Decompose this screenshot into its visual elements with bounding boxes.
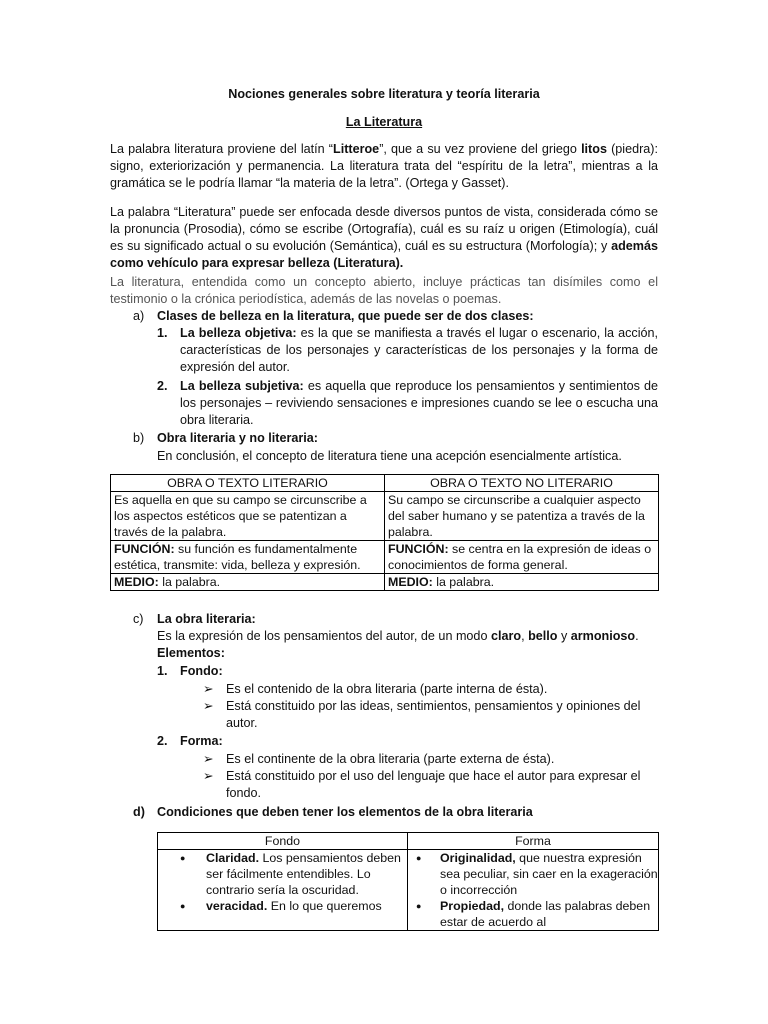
table-row — [111, 492, 659, 541]
list-marker-d: d) — [133, 805, 145, 819]
arrow-bullet-icon: ➢ — [203, 769, 214, 783]
list-item: Está constituido por las ideas, sentimientos, pensamientos y opiniones del autor. — [226, 699, 641, 730]
table-cell: FUNCIÓN: su función es fundamentalmente estética, transmite: vida, belleza y expresión. — [111, 541, 385, 574]
list-item-b-conclusion: En conclusión, el concepto de literatura tiene una acepción esencialmente artística. — [157, 449, 622, 463]
table-header-fondo: Fondo — [158, 833, 408, 850]
table-header-non-literary: OBRA O TEXTO NO LITERARIO — [385, 475, 659, 492]
list-item-objective-beauty: La belleza objetiva: es la que se manifiesta a través el lugar o escenario, la acción, características de los personajes y características de los personajes y la forma de expresión del autor. — [180, 326, 659, 374]
arrow-bullet-icon: ➢ — [203, 752, 214, 766]
list-item: ● Propiedad, donde las palabras deben estar de acuerdo al — [408, 898, 658, 930]
elements-heading: Elementos: — [157, 646, 225, 660]
document-title: Nociones generales sobre literatura y teoría literaria — [228, 87, 540, 101]
list-item-subjective-beauty: La belleza subjetiva: es aquella que reproduce los pensamientos y sentimientos de los personajes – reviviendo sensaciones e impresiones cuando se lee o escucha una obra literaria. — [180, 379, 658, 427]
list-marker-a: a) — [133, 309, 145, 323]
list-item-a: Clases de belleza en la literatura, que puede ser de dos clases: — [157, 309, 534, 323]
arrow-bullet-icon: ➢ — [203, 682, 214, 696]
conditions-table — [157, 832, 659, 931]
list-item: ● Originalidad, que nuestra expresión sea peculiar, sin caer en la exageración o incorrección — [408, 850, 658, 898]
element-forma-heading: Forma: — [180, 734, 223, 748]
bullet-list — [408, 850, 658, 930]
paragraph-open-concept: La literatura, entendida como un concepto abierto, incluye prácticas tan disímiles como el testimonio o la crónica periodística, además de las novelas o poemas. — [110, 275, 658, 306]
table-cell: Su campo se circunscribe a cualquier aspecto del saber humano y se patentiza a través de la palabra. — [385, 492, 659, 541]
table-header-forma: Forma — [408, 833, 659, 850]
element-fondo-heading: Fondo: — [180, 664, 223, 678]
list-item-c-description: Es la expresión de los pensamientos del autor, de un modo claro, bello y armonioso. — [157, 629, 639, 643]
list-item: Es el continente de la obra literaria (parte externa de ésta). — [226, 752, 555, 766]
list-item-c: La obra literaria: — [157, 612, 256, 626]
arrow-bullet-icon: ➢ — [203, 699, 214, 713]
list-marker-c: c) — [133, 612, 144, 626]
table-cell: MEDIO: la palabra. — [111, 574, 385, 591]
list-item-d: Condiciones que deben tener los elementos de la obra literaria — [157, 805, 533, 819]
table-cell — [408, 850, 659, 931]
paragraph-etymology: La palabra literatura proviene del latín “Litteroe”, que a su vez proviene del griego litos (piedra): signo, exteriorización y permanencia. La literatura trata del “espíritu de la letra”, mientras a la gramática se le podría llamar “la materia de la letra”. (Ortega y Gasset). — [110, 142, 658, 190]
table-header-literary: OBRA O TEXTO LITERARIO — [111, 475, 385, 492]
table-cell — [158, 850, 408, 931]
table-cell: Es aquella en que su campo se circunscribe a los aspectos estéticos que se patentizan a través de la palabra. — [111, 492, 385, 541]
list-item: Es el contenido de la obra literaria (parte interna de ésta). — [226, 682, 548, 696]
table-row — [111, 574, 659, 591]
list-marker-2: 2. — [157, 734, 168, 748]
list-marker-1: 1. — [157, 664, 168, 678]
list-marker-2: 2. — [157, 379, 168, 393]
table-cell: FUNCIÓN: se centra en la expresión de ideas o conocimientos de forma general. — [385, 541, 659, 574]
table-header-row — [158, 833, 659, 850]
list-item: ● veracidad. En lo que queremos — [158, 898, 407, 914]
section-heading: La Literatura — [345, 115, 423, 129]
list-marker-1: 1. — [157, 326, 168, 340]
comparison-table — [110, 474, 659, 591]
table-header-row — [111, 475, 659, 492]
table-row — [158, 850, 659, 931]
list-item: Está constituido por el uso del lenguaje que hace el autor para expresar el fondo. — [226, 769, 641, 800]
list-marker-b: b) — [133, 431, 145, 445]
table-row — [111, 541, 659, 574]
list-item: ● Claridad. Los pensamientos deben ser fácilmente entendibles. Lo contrario sería la oscuridad. — [158, 850, 407, 898]
table-cell: MEDIO: la palabra. — [385, 574, 659, 591]
list-item-b: Obra literaria y no literaria: — [157, 431, 318, 445]
bullet-list — [158, 850, 407, 914]
paragraph-viewpoints: La palabra “Literatura” puede ser enfocada desde diversos puntos de vista, considerada cómo se la pronuncia (Prosodia), cómo se escribe (Ortografía), cuál es su raíz u origen (Etimología), cuál es su significado actual o su evolución (Semántica), cuál es su estructura (Morfología); y además como vehículo para expresar belleza (Literatura). — [110, 205, 658, 270]
